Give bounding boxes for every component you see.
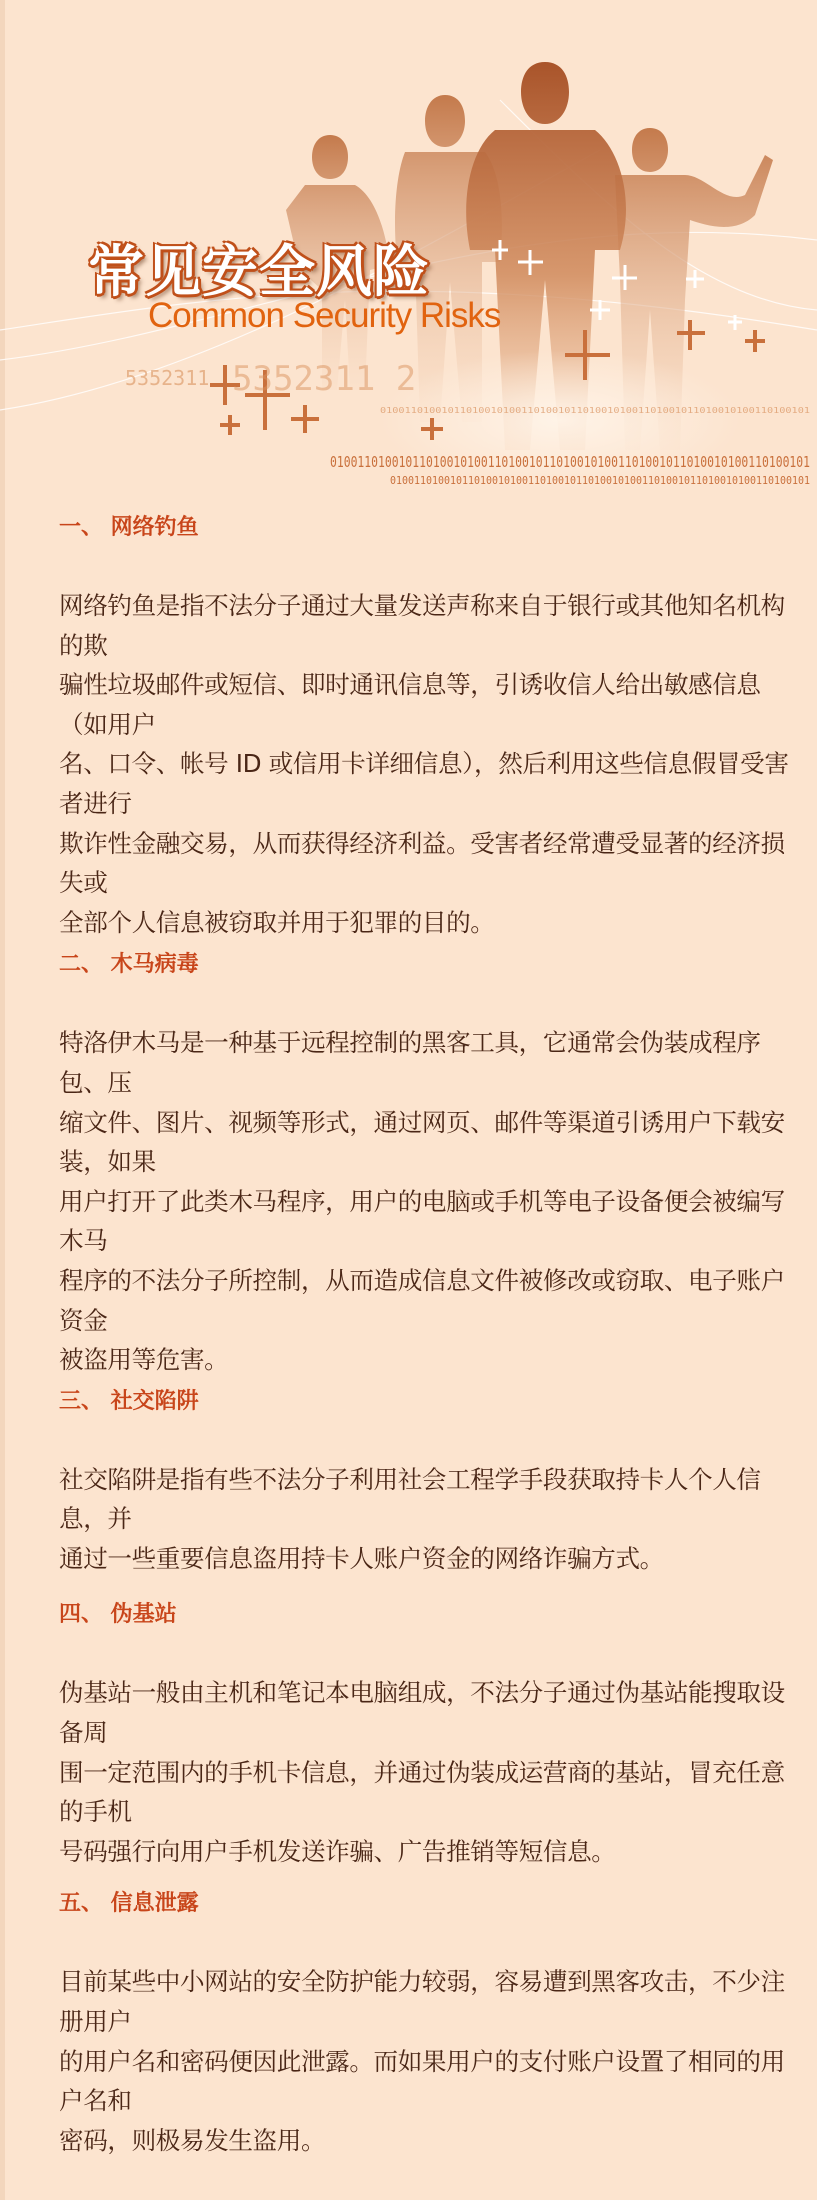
banner-title-chinese: 常见安全风险 [88,240,430,305]
section-phishing [59,513,804,942]
section-social-trap [59,1387,804,1579]
body-line: 全部个人信息被窃取并用于犯罪的目的。 [59,907,495,937]
body-line: 号码强行向用户手机发送诈骗、广告推销等短信息。 [59,1836,616,1866]
section-heading: 五、 信息泄露 [59,1891,199,1917]
decor-binary: 0100110100101101001010011010010110100101001101001011010010100110100101 [330,453,810,471]
body-line: 欺诈性金融交易，从而获得经济利益。受害者经常遭受显著的经济损失或 [59,828,785,898]
banner-title-english: Common Security Risks [148,296,501,335]
body-line: 伪基站一般由主机和笔记本电脑组成，不法分子通过伪基站能搜取设备周 [59,1678,785,1748]
section-heading: 二、 木马病毒 [59,952,199,978]
section-body [59,1460,804,1579]
body-line: 用户打开了此类木马程序，用户的电脑或手机等电子设备便会被编写木马 [59,1186,785,1256]
section-heading: 三、 社交陷阱 [59,1388,199,1414]
body-line: 程序的不法分子所控制，从而造成信息文件被修改或窃取、电子账户资金 [59,1265,785,1335]
section-info-leak [59,1889,804,2160]
decor-digits: 5352311 [125,366,210,390]
body-line: 缩文件、图片、视频等形式，通过网页、邮件等渠道引诱用户下载安装，如果 [59,1107,785,1177]
body-line: 网络钓鱼是指不法分子通过大量发送声称来自于银行或其他知名机构的欺 [59,591,785,660]
decor-binary-3: 0100110100101101001010011010010110100101001101001011010010100110100101 [380,406,811,415]
section-body [59,586,804,942]
body-line: 社交陷阱是指有些不法分子利用社会工程学手段获取持卡人个人信息，并 [59,1464,761,1534]
section-trojan [59,950,804,1379]
decor-digits-large: 5352311 2 [232,359,417,399]
section-fake-base-station [59,1600,804,1871]
body-line: 的用户名和密码便因此泄露。而如果用户的支付账户设置了相同的用户名和 [59,2046,785,2116]
body-line: 骗性垃圾邮件或短信、即时通讯信息等，引诱收信人给出敏感信息（如用户 [59,670,761,739]
section-body [59,1023,804,1379]
body-line: 名、口令、帐号 ID 或信用卡详细信息），然后利用这些信息假冒受害者进行 [59,749,789,818]
body-line: 特洛伊木马是一种基于远程控制的黑客工具，它通常会伪装成程序包、压 [59,1028,761,1097]
section-heading: 四、 伪基站 [59,1602,177,1628]
body-line: 密码，则极易发生盗用。 [59,2125,326,2155]
section-body [59,1673,804,1871]
body-line: 被盗用等危害。 [59,1345,229,1375]
decor-binary-2: 0100110100101101001010011010010110100101001101001011010010100110100101 [390,474,810,487]
body-line: 通过一些重要信息盗用持卡人账户资金的网络诈骗方式。 [59,1543,664,1573]
section-heading: 一、 网络钓鱼 [59,515,199,540]
body-line: 围一定范围内的手机卡信息，并通过伪装成运营商的基站，冒充任意的手机 [59,1757,785,1827]
body-line: 目前某些中小网站的安全防护能力较弱，容易遭到黑客攻击，不少注册用户 [59,1967,785,2037]
section-body [59,1962,804,2160]
